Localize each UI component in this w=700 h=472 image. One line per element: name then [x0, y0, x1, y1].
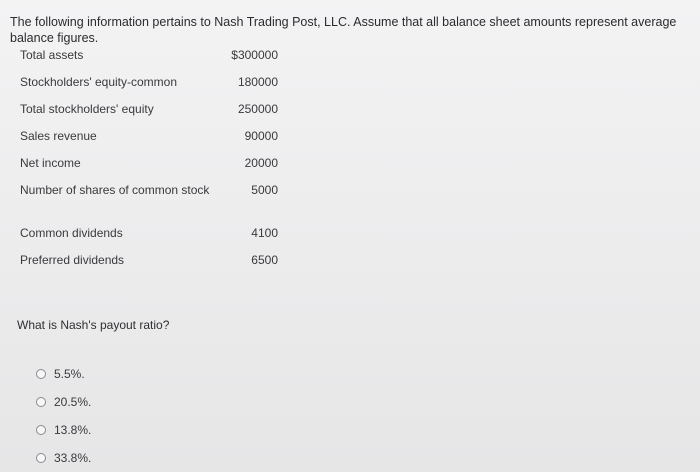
row-label-total-equity: Total stockholders' equity [20, 102, 154, 116]
table-row [14, 156, 278, 183]
option-label: 33.8%. [54, 451, 92, 465]
row-value-sales-revenue: 90000 [244, 129, 278, 143]
option-label: 5.5%. [54, 367, 85, 381]
table-row [14, 183, 278, 226]
row-value-net-income: 20000 [244, 156, 278, 170]
row-label-net-income: Net income [20, 156, 81, 170]
row-label-equity-common: Stockholders' equity-common [20, 75, 178, 89]
table-row [14, 226, 278, 253]
radio-button-icon[interactable] [36, 397, 46, 407]
table-row [14, 253, 278, 280]
row-value-total-assets: $300000 [231, 48, 278, 62]
row-label-shares: Number of shares of common stock [20, 183, 210, 197]
option-label: 20.5%. [54, 395, 92, 409]
answer-option-4[interactable] [36, 444, 91, 472]
intro-text: The following information pertains to Nash Trading Post, LLC. Assume that all balance sheet amounts represent average balance figures. [10, 15, 677, 45]
row-value-preferred-dividends: 6500 [251, 253, 278, 267]
table-row [14, 75, 278, 102]
row-value-total-equity: 250000 [237, 102, 278, 116]
table-row [14, 129, 278, 156]
row-label-sales-revenue: Sales revenue [20, 129, 97, 143]
radio-button-icon[interactable] [36, 425, 46, 435]
option-label: 13.8%. [54, 423, 92, 437]
answer-options [36, 360, 91, 472]
question-text: What is Nash's payout ratio? [17, 318, 170, 332]
radio-button-icon[interactable] [36, 369, 46, 379]
financial-info-table [14, 48, 278, 280]
row-value-equity-common: 180000 [237, 75, 278, 89]
answer-option-2[interactable] [36, 388, 91, 416]
row-label-preferred-dividends: Preferred dividends [20, 253, 125, 267]
answer-option-1[interactable] [36, 360, 91, 388]
table-row [14, 48, 278, 75]
row-label-total-assets: Total assets [20, 48, 84, 62]
table-row [14, 102, 278, 129]
row-value-common-dividends: 4100 [251, 226, 278, 240]
row-label-common-dividends: Common dividends [20, 226, 123, 240]
radio-button-icon[interactable] [36, 453, 46, 463]
row-value-shares: 5000 [251, 183, 278, 197]
answer-option-3[interactable] [36, 416, 91, 444]
